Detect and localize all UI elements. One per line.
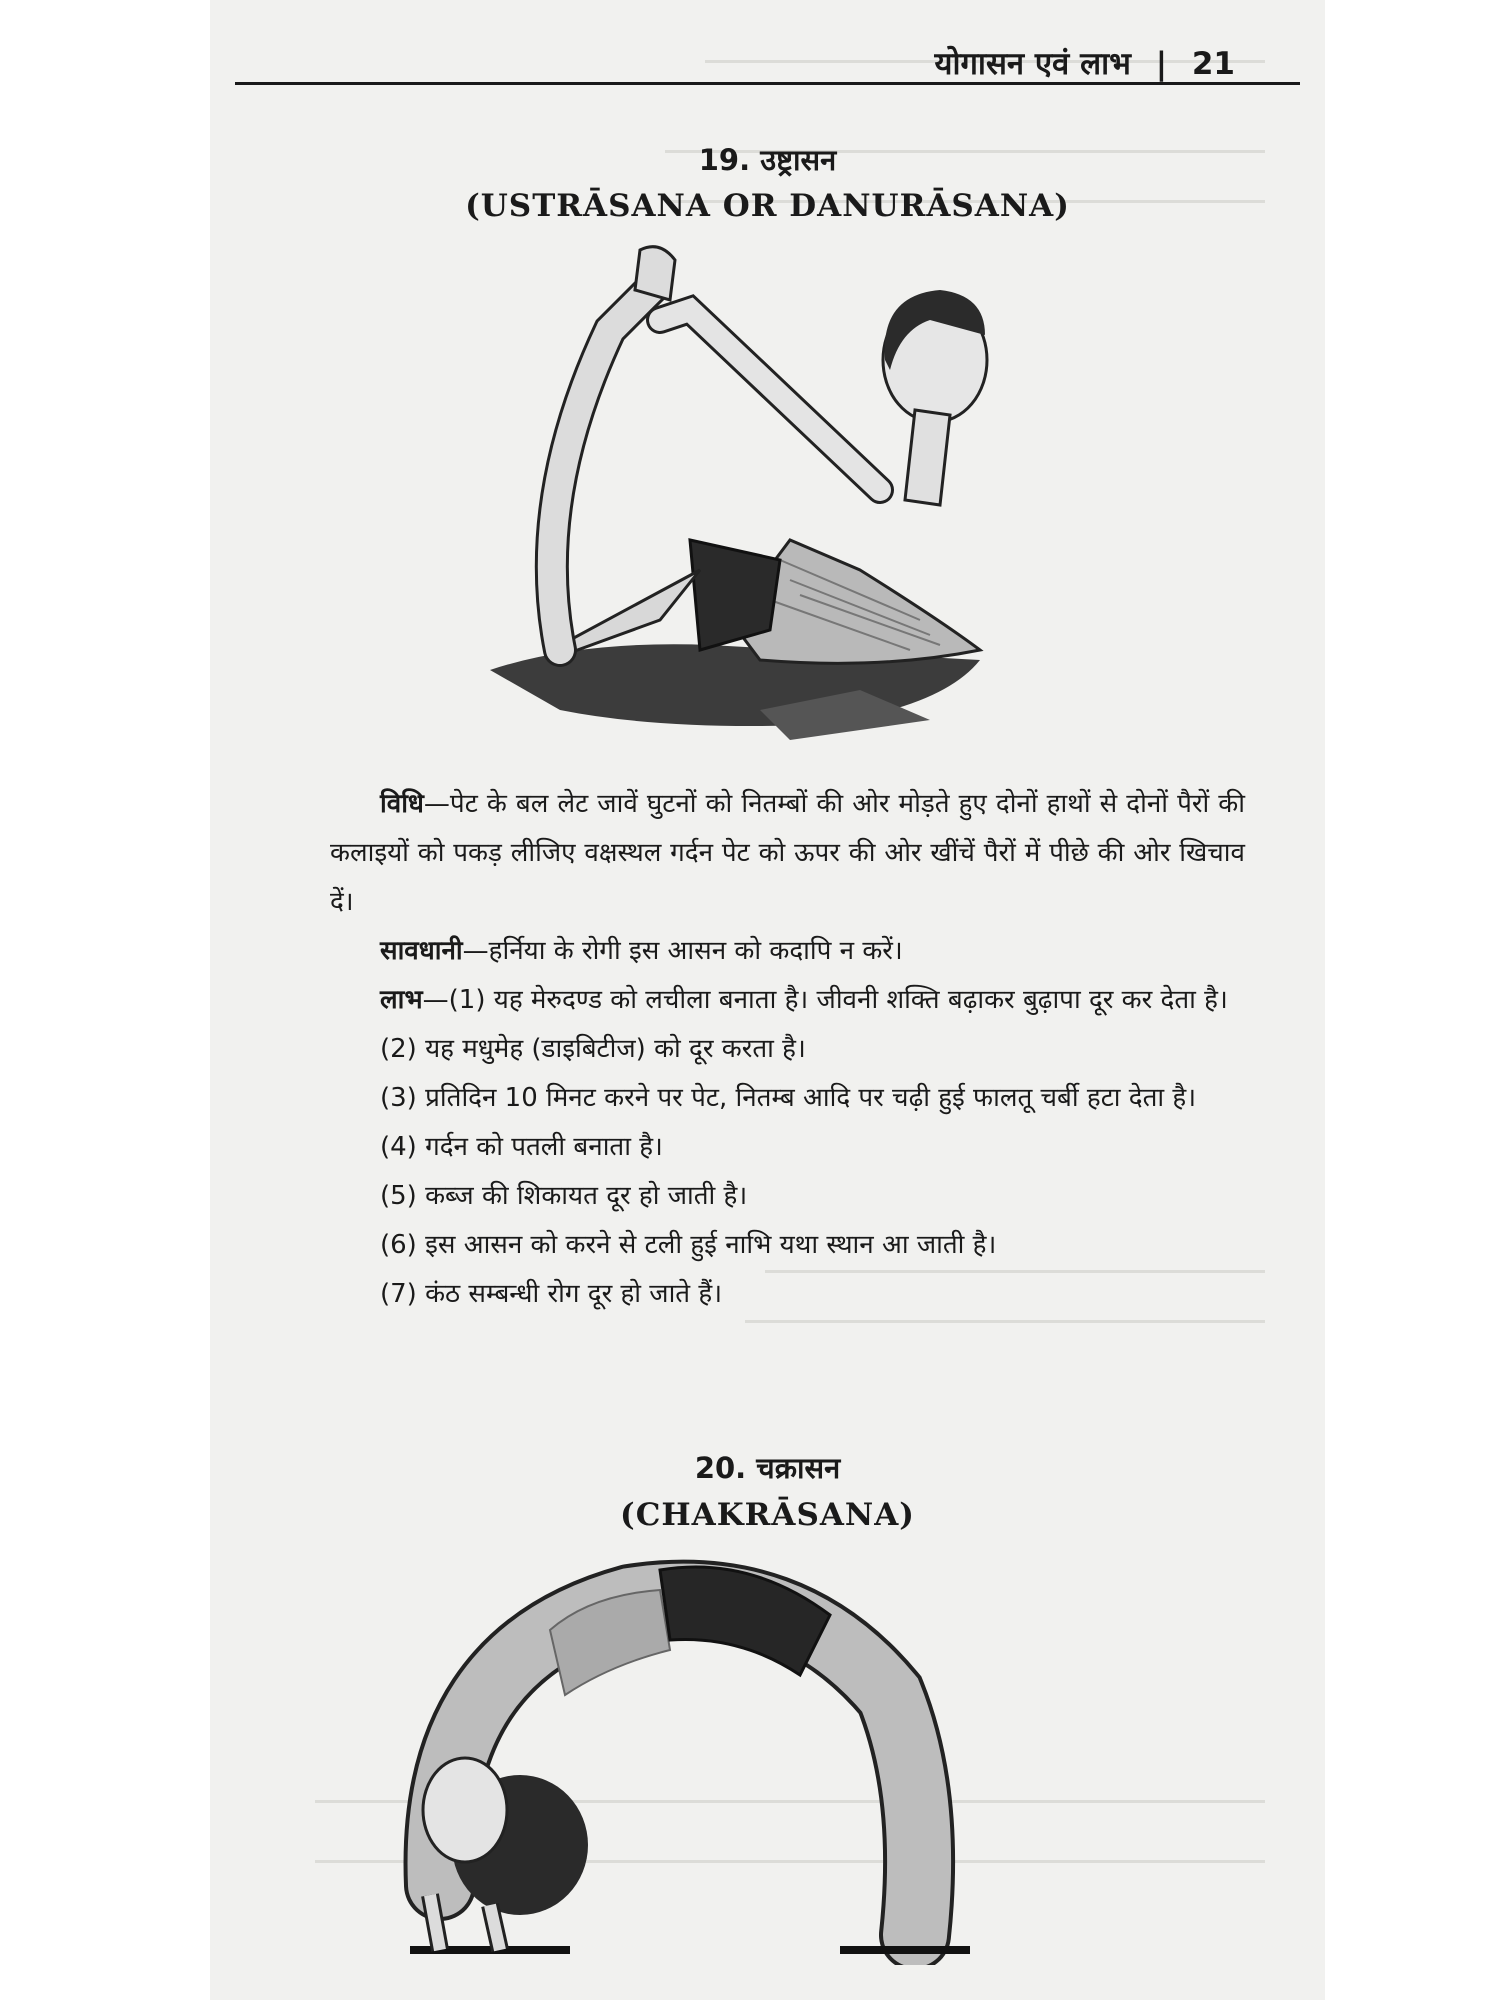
ustrasana-illustration: [460, 240, 1060, 745]
header-title: योगासन एवं लाभ: [934, 46, 1131, 82]
benefit-5: (5) कब्ज की शिकायत दूर हो जाती है।: [380, 1181, 748, 1211]
benefit-4: (4) गर्दन को पतली बनाता है।: [380, 1132, 663, 1162]
section-20-subtitle: (CHAKRĀSANA): [620, 1497, 915, 1533]
section-20-title: 20. चक्रासन: [694, 1451, 841, 1485]
caution-paragraph: [330, 927, 1245, 976]
show-through-line: [745, 1320, 1265, 1323]
caution-label: सावधानी: [380, 936, 463, 966]
section-19-subtitle: (USTRĀSANA OR DANURĀSANA): [465, 188, 1070, 224]
running-header: [934, 42, 1235, 84]
arm-fill: [660, 310, 880, 490]
method-label: विधि: [380, 789, 424, 819]
chakrasana-illustration: [370, 1555, 980, 1965]
method-text: —पेट के बल लेट जावें घुटनों को नितम्बों की ओर मोड़ते हुए दोनों हाथों से दोनों पैरों की कलाइयों को पकड़ लीजिए वक्षस्थल गर्दन पेट को ऊपर की ओर खींचें पैरों में पीछे की ओर खिचाव दें।: [330, 789, 1245, 917]
face: [423, 1758, 507, 1862]
neck: [905, 410, 950, 505]
benefits-paragraph: [330, 976, 1245, 1025]
benefits-label: लाभ: [380, 985, 423, 1015]
benefit-6: (6) इस आसन को करने से टली हुई नाभि यथा स्थान आ जाती है।: [380, 1230, 997, 1260]
book-page: [210, 0, 1325, 2000]
header-rule: [235, 82, 1300, 85]
benefit-7: (7) कंठ सम्बन्धी रोग दूर हो जाते हैं।: [380, 1279, 723, 1309]
benefit-3: (3) प्रतिदिन 10 मिनट करने पर पेट, नितम्ब आदि पर चढ़ी हुई फालतू चर्बी हटा देता है।: [380, 1083, 1197, 1113]
shorts: [660, 1567, 830, 1675]
caution-text: —हर्निया के रोगी इस आसन को कदापि न करें।: [462, 936, 903, 966]
benefit-1: —(1) यह मेरुदण्ड को लचीला बनाता है। जीवनी शक्ति बढ़ाकर बुढ़ापा दूर कर देता है।: [422, 985, 1228, 1015]
page-number: 21: [1191, 46, 1235, 82]
benefit-2: (2) यह मधुमेह (डाइबिटीज) को दूर करता है।: [380, 1034, 806, 1064]
header-separator: |: [1155, 46, 1168, 82]
section-19-body: [330, 780, 1245, 1319]
feet: [635, 247, 675, 300]
section-19-title: 19. उष्ट्रासन: [698, 143, 837, 177]
method-paragraph: [330, 780, 1245, 927]
